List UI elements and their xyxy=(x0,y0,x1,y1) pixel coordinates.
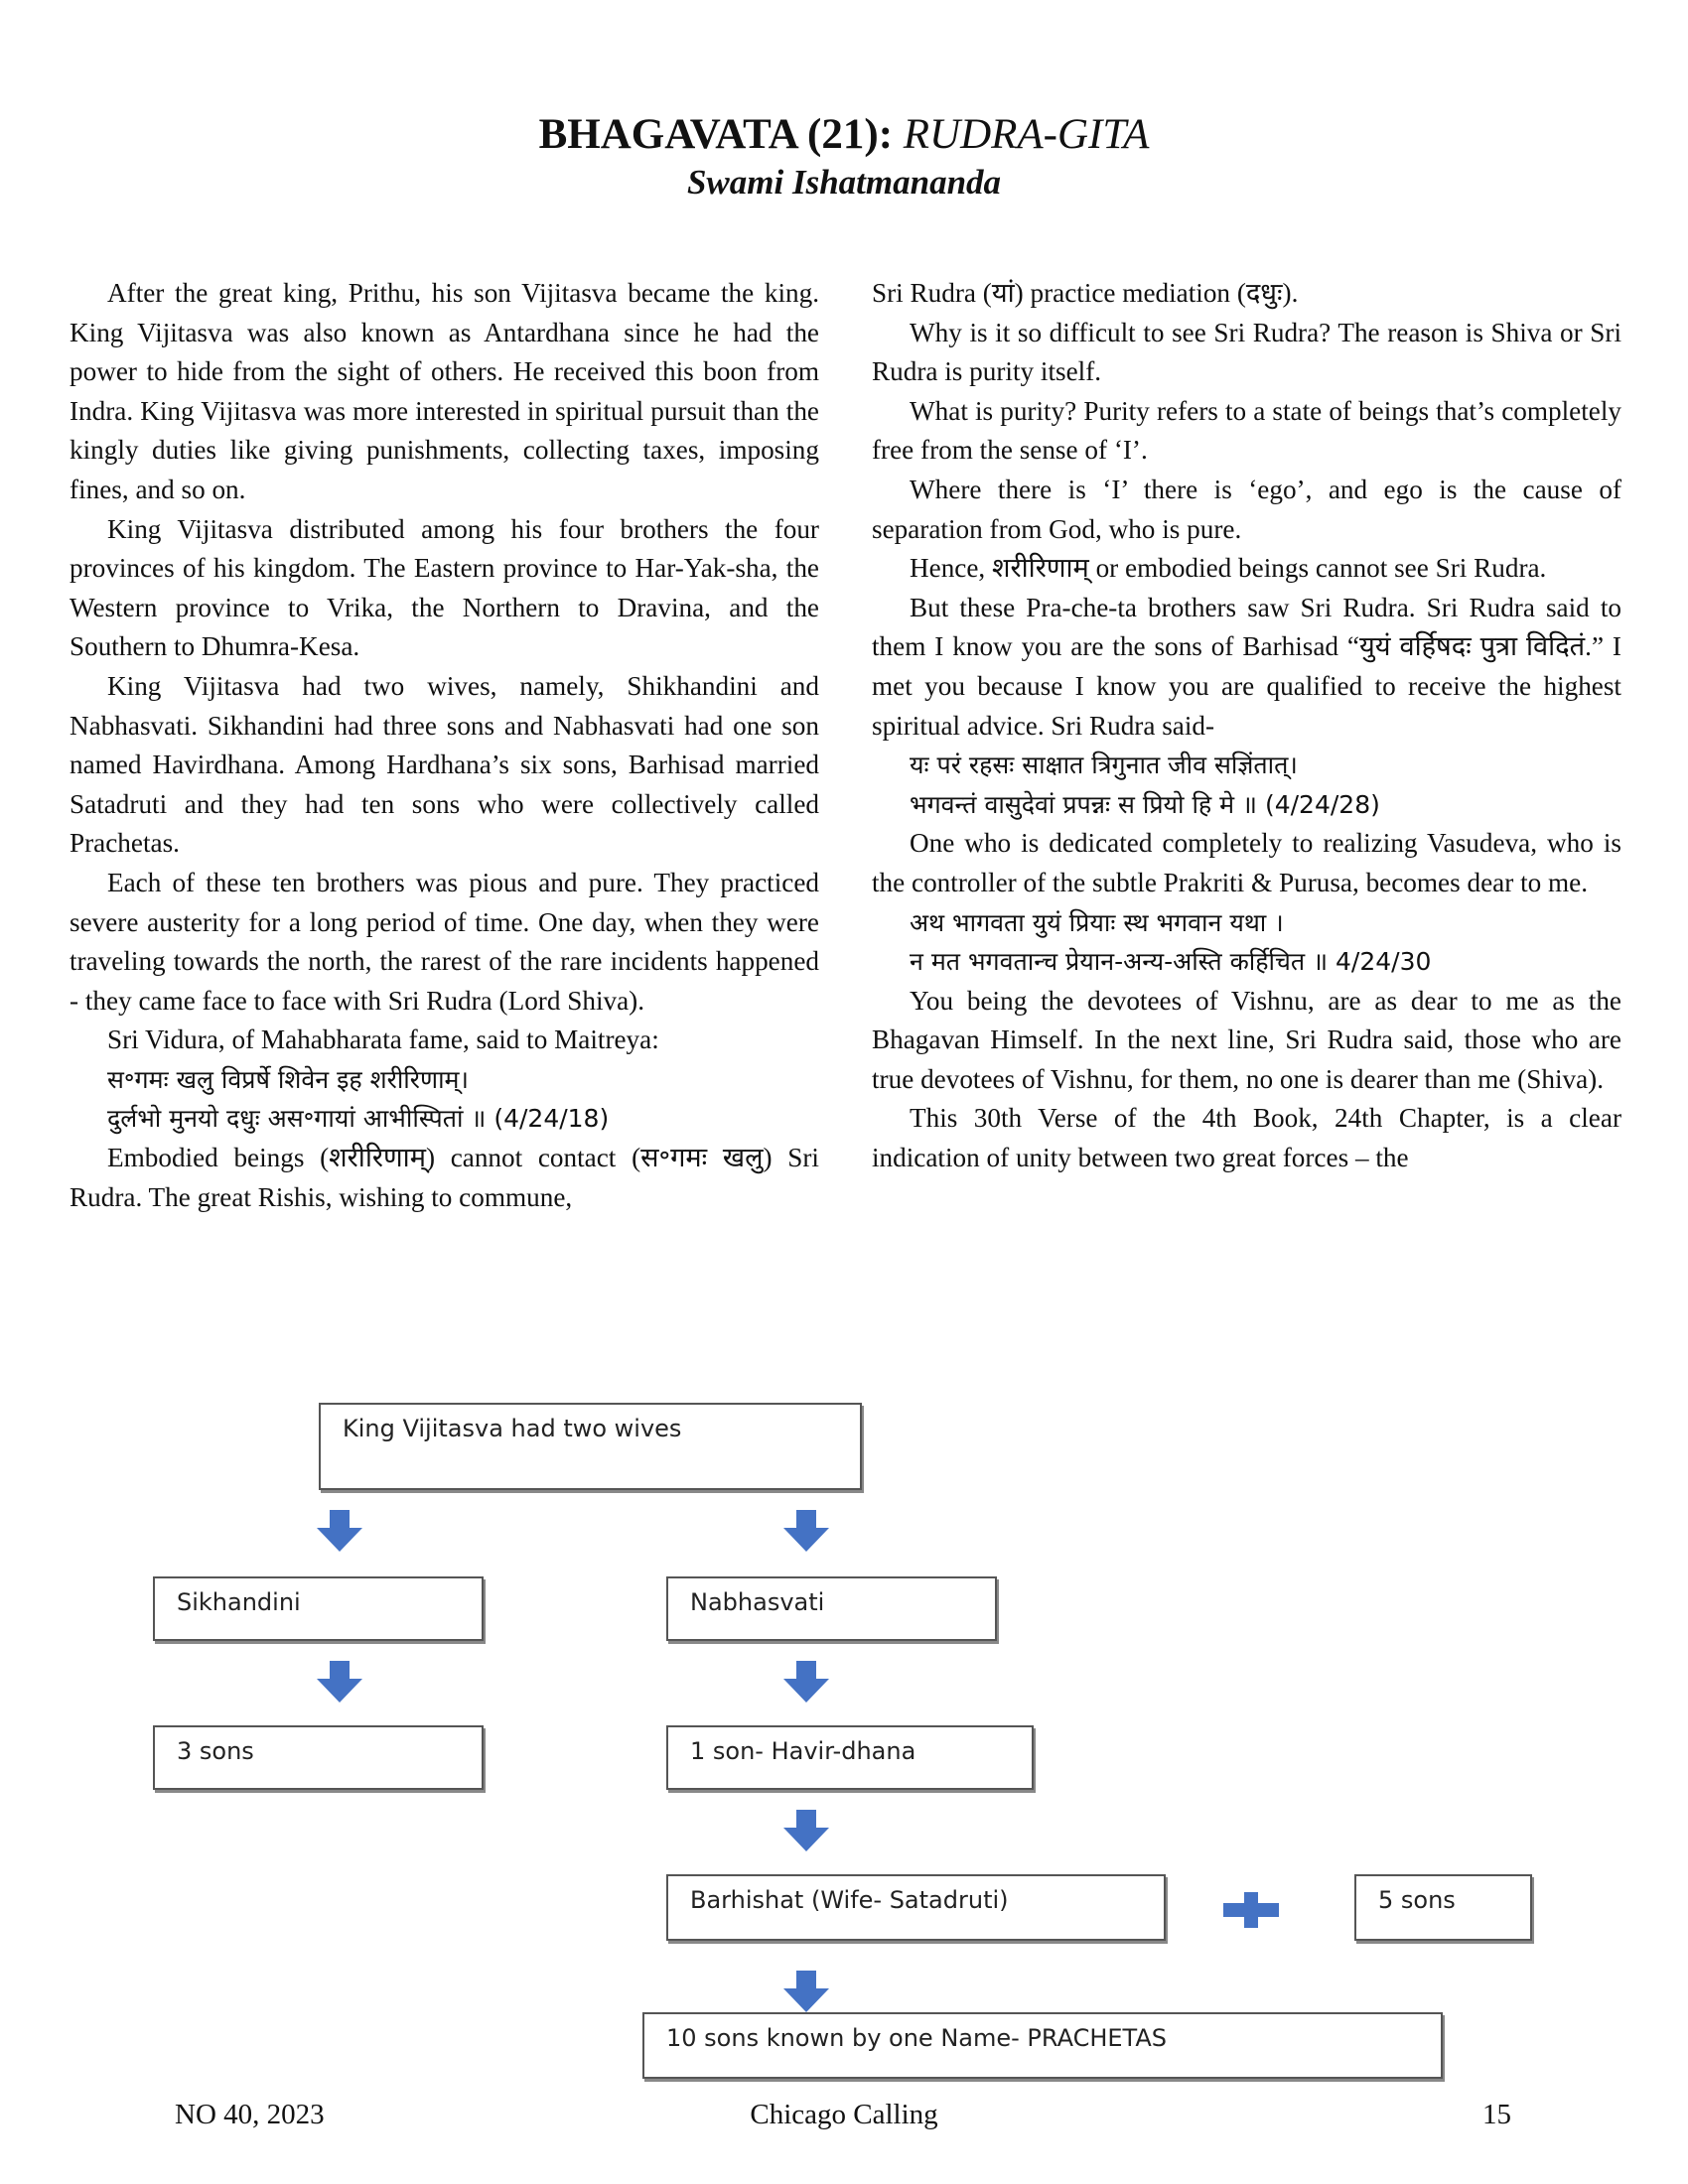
footer-publication: Chicago Calling xyxy=(750,2099,938,2130)
paragraph: Hence, शरीरिणाम् or embodied beings cannot see Sri Rudra. xyxy=(910,553,1547,584)
down-arrow-icon xyxy=(783,1661,829,1703)
flowchart-node-three-sons: 3 sons xyxy=(153,1725,484,1790)
flowchart-node-barhishat: Barhishat (Wife- Satadruti) xyxy=(666,1874,1166,1941)
plus-icon xyxy=(1223,1892,1279,1928)
title-main: BHAGAVATA (21): xyxy=(538,111,894,158)
paragraph: King Vijitasva had two wives, namely, Shikhandini and Nabhasvati. Sikhandini had three sons and Nabhasvati had one son named Havirdhana. Among Hardhana’s six sons, Barhisad married Satadruti and they had ten sons who were collectively called Prachetas. xyxy=(70,670,819,859)
down-arrow-icon xyxy=(317,1661,362,1703)
sanskrit-verse: भगवन्तं वासुदेवां प्रपन्नः स प्रियो हि मे ॥ (4/24/28) xyxy=(910,789,1380,819)
sanskrit-verse: अथ भागवता युयं प्रियाः स्थ भगवान यथा । xyxy=(910,907,1284,937)
paragraph: One who is dedicated completely to realizing Vasudeva, who is the controller of the subtle Prakriti & Purusa, becomes dear to me. xyxy=(872,828,1621,897)
paragraph: Where there is ‘I’ there is ‘ego’, and ego is the cause of separation from God, who is pure. xyxy=(872,474,1621,544)
left-column xyxy=(70,274,819,1217)
flowchart-node-sikhandini: Sikhandini xyxy=(153,1576,484,1641)
paragraph: Each of these ten brothers was pious and pure. They practiced severe austerity for a long period of time. One day, when they were traveling towards the north, the rarest of the rare incidents happened - they came face to face with Sri Rudra (Lord Shiva). xyxy=(70,867,819,1016)
sanskrit-verse: यः परं रहसः साक्षात त्रिगुनात जीव सज्ञिंतात्। xyxy=(910,751,1298,780)
title-italic: RUDRA-GITA xyxy=(903,111,1150,158)
author-name: Swami Ishatmananda xyxy=(686,163,1002,202)
paragraph: After the great king, Prithu, his son Vijitasva became the king. King Vijitasva was also known as Antardhana since he had the power to hide from the sight of others. He received this boon from Indra. King Vijitasva was more interested in spiritual pursuit than the kingly duties like giving punishments, collecting taxes, imposing fines, and so on. xyxy=(70,278,819,504)
sanskrit-verse: स॰गमः खलु विप्रर्षे शिवेन इह शरीरिणाम्। xyxy=(107,1064,469,1094)
right-column xyxy=(872,274,1621,1178)
page-title xyxy=(0,109,1688,161)
down-arrow-icon xyxy=(783,1810,829,1851)
paragraph: This 30th Verse of the 4th Book, 24th Chapter, is a clear indication of unity between two great forces – the xyxy=(872,1103,1621,1173)
paragraph: But these Pra-che-ta brothers saw Sri Rudra. Sri Rudra said to them I know you are the sons of Barhisad “युयं वर्हिषदः पुत्रा विदितं.” I met you because I know you are qualified to receive the highest spiritual advice. Sri Rudra said- xyxy=(872,592,1621,741)
page-number: 15 xyxy=(1482,2099,1511,2130)
flowchart-node-five-sons: 5 sons xyxy=(1354,1874,1532,1941)
paragraph: Sri Rudra (यां) practice mediation (दधुः). xyxy=(872,278,1299,308)
flowchart-node-nabhasvati: Nabhasvati xyxy=(666,1576,997,1641)
down-arrow-icon xyxy=(783,1971,829,2012)
paragraph: Sri Vidura, of Mahabharata fame, said to Maitreya: xyxy=(107,1024,659,1055)
paragraph: King Vijitasva distributed among his four brothers the four provinces of his kingdom. The Eastern province to Har-Yak-sha, the Western province to Vrika, the Northern to Dravina, and the Southern to Dhumra-Kesa. xyxy=(70,513,819,662)
footer-issue: NO 40, 2023 xyxy=(175,2099,325,2130)
sanskrit-verse: दुर्लभो मुनयो दधुः अस॰गायां आभीस्पितां ॥ (4/24/18) xyxy=(107,1104,610,1134)
paragraph: Why is it so difficult to see Sri Rudra? The reason is Shiva or Sri Rudra is purity itself. xyxy=(872,317,1621,387)
flowchart-node-root: King Vijitasva had two wives xyxy=(319,1403,862,1490)
sanskrit-verse: न मत भगवतान्च प्रेयान-अन्य-अस्ति कर्हिचित ॥ 4/24/30 xyxy=(910,947,1432,977)
flowchart-node-havirdhana: 1 son- Havir-dhana xyxy=(666,1725,1034,1790)
paragraph: Embodied beings (शरीरिणाम्) cannot contact (स॰गमः खलु) Sri Rudra. The great Rishis, wishing to commune, xyxy=(70,1143,819,1212)
paragraph: What is purity? Purity refers to a state of beings that’s completely free from the sense of ‘I’. xyxy=(872,395,1621,466)
paragraph: You being the devotees of Vishnu, are as dear to me as the Bhagavan Himself. In the next line, Sri Rudra said, those who are true devotees of Vishnu, for them, no one is dearer than me (Shiva). xyxy=(872,985,1621,1094)
down-arrow-icon xyxy=(783,1510,829,1552)
flowchart-node-prachetas: 10 sons known by one Name- PRACHETAS xyxy=(642,2012,1443,2079)
down-arrow-icon xyxy=(317,1510,362,1552)
